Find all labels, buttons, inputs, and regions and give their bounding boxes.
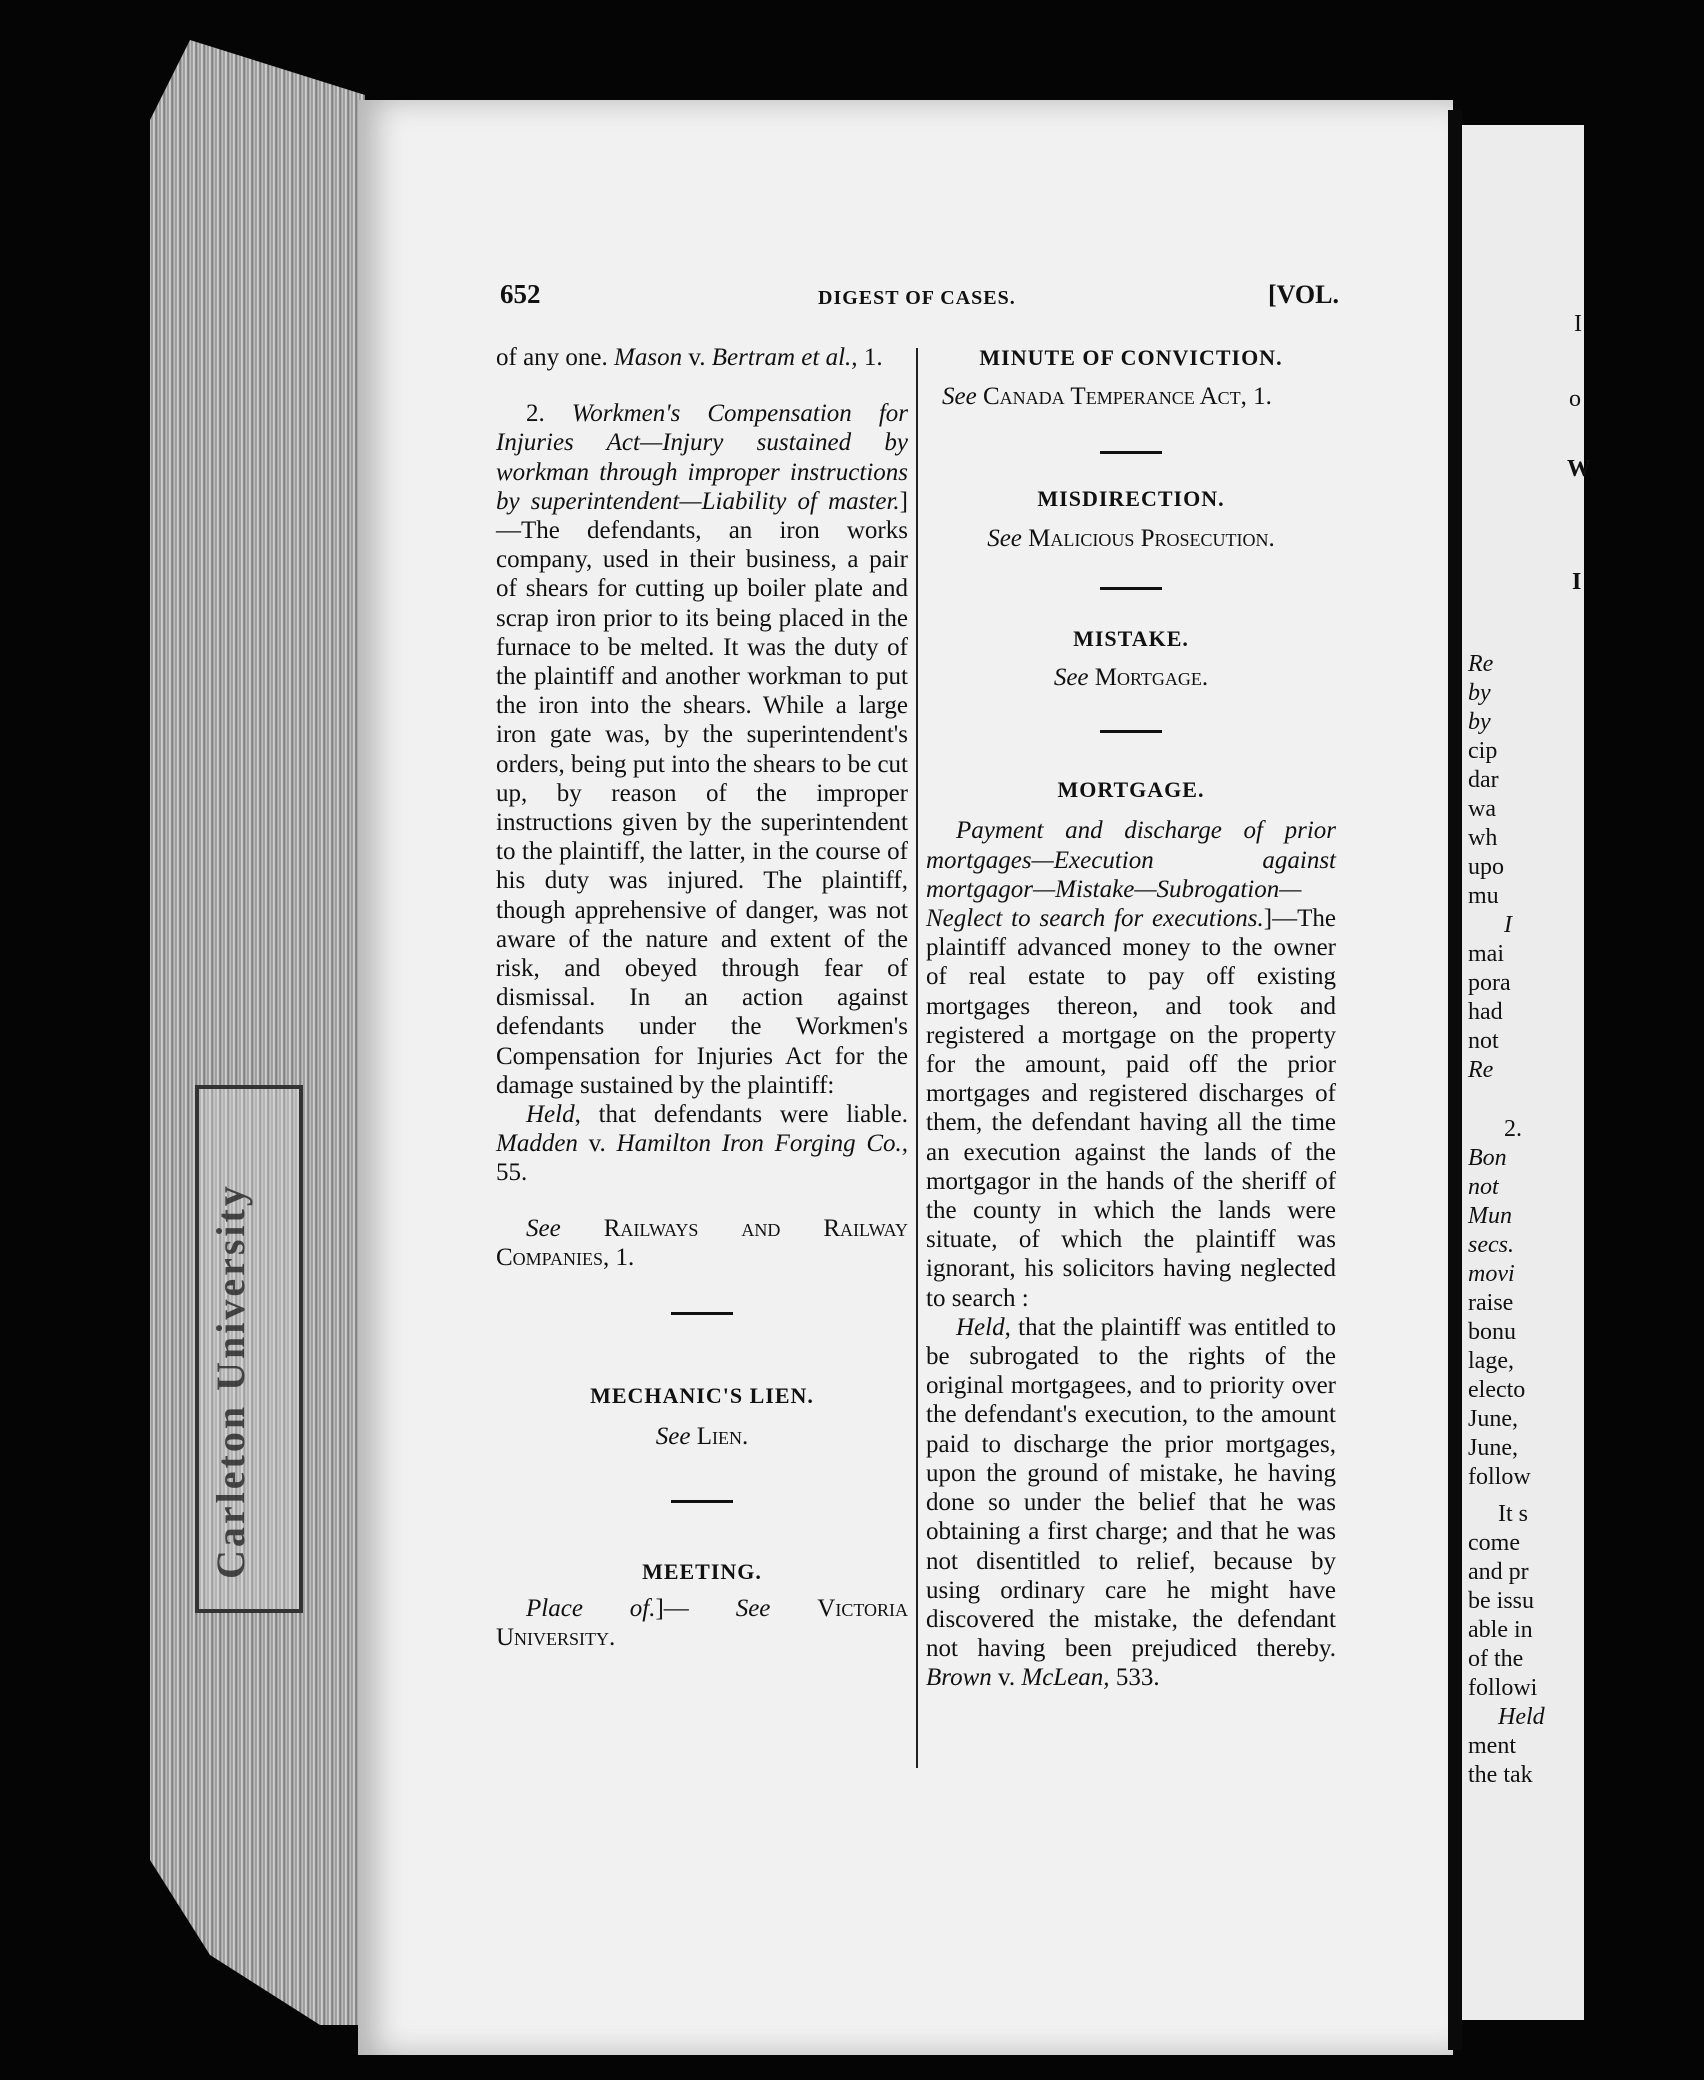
facing-line: by <box>1468 709 1491 735</box>
heading-meeting: MEETING. <box>642 1558 762 1584</box>
facing-line: pora <box>1468 970 1511 996</box>
facing-line: I <box>1572 569 1582 595</box>
facing-line: wa <box>1468 796 1496 822</box>
facing-line: of the <box>1468 1646 1524 1672</box>
cross-reference-target: Malicious Prosecution. <box>1028 524 1275 552</box>
facing-line: June, <box>1468 1406 1518 1432</box>
facing-line: not <box>1468 1174 1499 1200</box>
facing-line: follow <box>1468 1464 1531 1490</box>
see-word: See <box>942 383 977 411</box>
left-column <box>496 343 908 1652</box>
facing-line: W <box>1567 456 1591 482</box>
facing-line: and pr <box>1468 1559 1529 1585</box>
held-word: Held <box>956 1313 1005 1341</box>
entry-body: ]—The defendants, an iron works company, used in their business, a pair of shears for cutting up boiler plate and scrap iron prior to its being placed in the furnace to be melted. It was the duty of the plaintiff and another workman to put the iron into the shears. While a large iron gate was, by the superintendent's orders, being put into the shears to be cut up, by reason of the improper instructions given by the superintendent to the plaintiff, the latter, in the course of his duty was injured. The plaintiff, though apprehensive of danger, was not aware of the nature and extent of the risk, and obeyed through fear of dismissal. In an action against defendants under the Workmen's Compensation for Injuries Act for the damage sustained by the plaintiff: <box>496 487 908 1099</box>
case-party: Madden <box>496 1130 578 1158</box>
facing-line: Re <box>1468 1057 1494 1083</box>
case-party: Hamilton Iron Forging Co., <box>616 1130 908 1158</box>
section-rule <box>671 1312 733 1315</box>
heading-mistake: MISTAKE. <box>1073 625 1189 651</box>
facing-line: bonu <box>1468 1319 1516 1345</box>
case-page: 55. <box>496 1159 528 1187</box>
cross-reference-target: Railways and Railway Companies, <box>496 1214 908 1271</box>
facing-line: ment <box>1468 1733 1516 1759</box>
held-paragraph <box>926 1313 1336 1693</box>
entry-workmens-compensation <box>496 399 908 1100</box>
facing-line: Bon <box>1468 1145 1507 1171</box>
facing-line: had <box>1468 999 1503 1025</box>
heading-mortgage: MORTGAGE. <box>1057 777 1205 803</box>
section-rule <box>671 1500 733 1503</box>
running-title: DIGEST OF CASES. <box>818 287 1016 309</box>
see-word: See <box>987 524 1022 552</box>
heading-mechanics-lien: MECHANIC'S LIEN. <box>590 1383 814 1409</box>
volume-mark: [VOL. <box>1268 280 1339 309</box>
facing-line: the tak <box>1468 1762 1533 1788</box>
facing-line: able in <box>1468 1617 1533 1643</box>
case-party: Mason <box>614 344 683 371</box>
cross-reference-target: Lien. <box>696 1423 749 1451</box>
library-stamp <box>195 1085 303 1613</box>
facing-line: movi <box>1468 1261 1515 1287</box>
held-text: , that defendants were liable. <box>574 1101 908 1129</box>
gutter-shadow <box>1448 110 1462 2050</box>
facing-line: I <box>1504 912 1512 938</box>
cross-reference <box>926 382 1336 411</box>
facing-line: upo <box>1468 854 1504 880</box>
see-word: See <box>1053 664 1089 692</box>
facing-line: secs. <box>1468 1232 1514 1258</box>
cross-reference-target: Canada Temperance Act, <box>982 383 1247 411</box>
facing-page <box>1462 125 1591 2020</box>
meeting-entry <box>496 1594 908 1652</box>
book-page-edges <box>150 40 365 2025</box>
cross-reference-number: 1. <box>615 1243 635 1271</box>
cross-reference <box>496 1214 908 1272</box>
cross-reference-target: Victoria University. <box>496 1594 908 1651</box>
facing-line: lage, <box>1468 1348 1514 1374</box>
heading-minute-of-conviction: MINUTE OF CONVICTION. <box>979 345 1283 370</box>
entry-catchwords: Payment and discharge of prior mortgages—Execution against mortgagor—Mistake—Subrogation—Neglect to search for executions. <box>926 817 1336 933</box>
cross-reference <box>926 524 1336 553</box>
entry-catchwords: Workmen's Compensation for Injuries Act—Injury sustained by workman through improper instructions by superintendent—Liability of master. <box>496 400 908 515</box>
see-word: See <box>526 1214 561 1242</box>
facing-line: mai <box>1468 941 1504 967</box>
held-paragraph <box>496 1100 908 1188</box>
section-rule <box>1100 587 1162 590</box>
facing-line: Re <box>1468 651 1494 677</box>
facing-line: wh <box>1468 825 1498 851</box>
facing-line: Held <box>1498 1704 1545 1730</box>
facing-line: not <box>1468 1028 1499 1054</box>
entry-mortgage <box>926 816 1336 1312</box>
case-versus: v. <box>588 1130 606 1158</box>
case-page: 533. <box>1115 1664 1160 1692</box>
facing-line: raise <box>1468 1290 1514 1316</box>
case-versus: v. <box>688 344 706 371</box>
library-stamp-text: Carleton University <box>208 1183 253 1579</box>
facing-line: by <box>1468 680 1491 706</box>
facing-line: It s <box>1498 1501 1528 1527</box>
facing-line: be issu <box>1468 1588 1534 1614</box>
case-party: Brown <box>926 1664 992 1692</box>
cross-reference-target: Mortgage. <box>1094 664 1209 692</box>
case-party: McLean, <box>1021 1664 1110 1692</box>
entry-catchwords: Place of. <box>526 1594 656 1622</box>
facing-line: o <box>1569 386 1581 412</box>
dash: ]— <box>655 1594 736 1622</box>
facing-line: dar <box>1468 767 1499 793</box>
facing-line: 2. <box>1504 1116 1522 1142</box>
right-column <box>926 343 1336 1693</box>
case-page: 1. <box>863 344 883 371</box>
facing-line: followi <box>1468 1675 1538 1701</box>
column-divider <box>916 348 918 1768</box>
case-party: Bertram et al., <box>711 344 858 371</box>
section-rule <box>1100 730 1162 733</box>
facing-line: I <box>1574 311 1582 337</box>
page-number: 652 <box>500 279 541 309</box>
section-rule <box>1100 451 1162 454</box>
see-word: See <box>735 1594 771 1622</box>
held-text: , that the plaintiff was entitled to be subrogated to the rights of the original mortgagees, and to priority over the defendant's execution, to the amount paid to discharge the prior mortgages, upon the ground of mistake, he having done so under the belief that he was obtaining a first charge; and that he was not disentitled to relief, because by using ordinary care he might have discovered the mistake, the defendant not having been prejudiced thereby. <box>926 1313 1336 1663</box>
case-versus: v. <box>998 1664 1016 1692</box>
cross-reference <box>926 663 1336 692</box>
held-word: Held <box>526 1101 575 1129</box>
heading-misdirection: MISDIRECTION. <box>1037 486 1225 512</box>
entry-body: ]—The plaintiff advanced money to the owner of real estate to pay off existing mortgages thereon, and took and registered a mortgage on the property for the amount, paid off the prior mortgages and registered discharges of them, the defendant having all the time an execution against the lands of the mortgagor in the hands of the sheriff of the county in which the lands were situate, of which the plaintiff was ignorant, his solicitors having neglected to search : <box>926 905 1336 1312</box>
facing-line: Mun <box>1468 1203 1512 1229</box>
see-word: See <box>655 1423 691 1451</box>
facing-line: mu <box>1468 883 1499 909</box>
facing-line: cip <box>1468 738 1498 764</box>
continuation-entry <box>496 343 908 372</box>
facing-line: come <box>1468 1530 1520 1556</box>
cross-reference-number: 1. <box>1253 383 1272 411</box>
facing-line: electo <box>1468 1377 1526 1403</box>
cross-reference <box>496 1422 908 1451</box>
continuation-text: of any one. <box>496 344 608 371</box>
entry-number: 2. <box>526 400 545 428</box>
facing-line: June, <box>1468 1435 1518 1461</box>
